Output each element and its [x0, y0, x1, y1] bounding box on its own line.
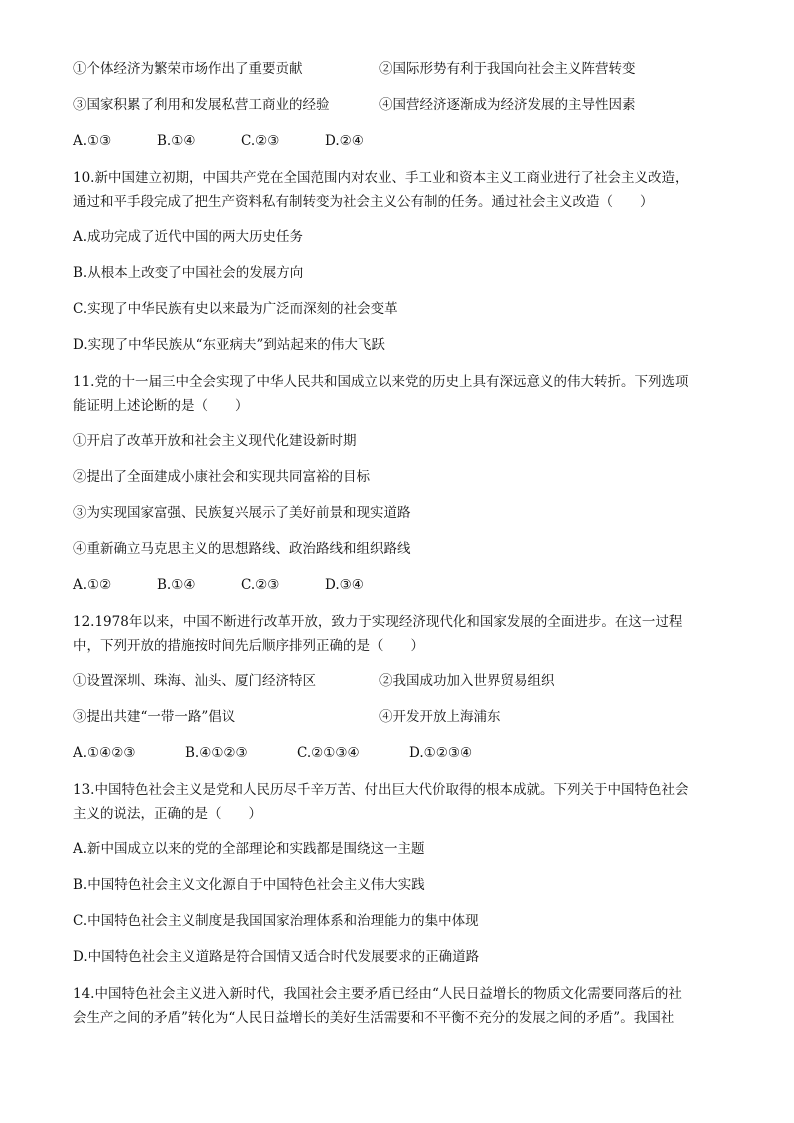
q12-stem-line-1: 12.1978年以来，中国不断进行改革开放，致力于实现经济现代化和国家发展的全面进步。在这一过程 [73, 614, 683, 630]
q13-option-d: D.中国特色社会主义道路是符合国情又适合时代发展要求的正确道路 [73, 949, 480, 965]
q12-stem-line-2: 中，下列开放的措施按时间先后顺序排列正确的是（ ） [73, 638, 424, 654]
q11-item-4: ④重新确立马克思主义的思想路线、政治路线和组织路线 [73, 541, 411, 557]
q9-items-row-1 [73, 58, 723, 80]
exam-page [73, 58, 723, 1042]
q10-stem [73, 166, 723, 214]
q12-option-a: A.①④②③ [73, 745, 136, 761]
q11-option-c: C.②③ [241, 577, 280, 593]
q13-stem-line-1: 13.中国特色社会主义是党和人民历尽千辛万苦、付出巨大代价取得的根本成就。下列关于中国特色社会 [73, 782, 689, 798]
q12-options [73, 742, 723, 764]
q12-items-row-1 [73, 670, 723, 692]
q13-stem [73, 778, 723, 826]
q10-option-b: B.从根本上改变了中国社会的发展方向 [73, 265, 304, 281]
q9-item-2: ②国际形势有利于我国向社会主义阵营转变 [379, 61, 636, 77]
q14-stem [73, 982, 723, 1030]
q12-option-b: B.④①②③ [185, 745, 248, 761]
q13-option-c: C.中国特色社会主义制度是我国国家治理体系和治理能力的集中体现 [73, 913, 479, 929]
q10-option-d: D.实现了中华民族从“东亚病夫”到站起来的伟大飞跃 [73, 337, 385, 353]
q9-item-1: ①个体经济为繁荣市场作出了重要贡献 [73, 61, 303, 77]
q9-option-a: A.①③ [73, 133, 112, 149]
q11-option-d: D.③④ [325, 577, 364, 593]
q13-option-b: B.中国特色社会主义文化源自于中国特色社会主义伟大实践 [73, 877, 425, 893]
q11-item-2: ②提出了全面建成小康社会和实现共同富裕的目标 [73, 469, 370, 485]
q12-item-1: ①设置深圳、珠海、汕头、厦门经济特区 [73, 673, 316, 689]
q9-option-d: D.②④ [325, 133, 364, 149]
q11-stem [73, 370, 723, 418]
q12-stem [73, 610, 723, 658]
q14-stem-line-2: 会生产之间的矛盾”转化为“人民日益增长的美好生活需要和不平衡不充分的发展之间的矛盾”。我国社 [73, 1010, 675, 1026]
q9-items-row-2 [73, 94, 723, 116]
q10-option-c: C.实现了中华民族有史以来最为广泛而深刻的社会变革 [73, 301, 398, 317]
q10-stem-line-2: 通过和平手段完成了把生产资料私有制转变为社会主义公有制的任务。通过社会主义改造（ ） [73, 194, 654, 210]
q9-item-3: ③国家积累了利用和发展私营工商业的经验 [73, 97, 330, 113]
q12-item-3: ③提出共建“一带一路”倡议 [73, 709, 236, 725]
q11-item-1: ①开启了改革开放和社会主义现代化建设新时期 [73, 433, 357, 449]
q9-option-b: B.①④ [157, 133, 196, 149]
q10-stem-line-1: 10.新中国建立初期，中国共产党在全国范围内对农业、手工业和资本主义工商业进行了社会主义改造， [73, 170, 689, 186]
q12-items-row-2 [73, 706, 723, 728]
q11-stem-line-2: 能证明上述论断的是（ ） [73, 398, 249, 414]
q10-option-a: A.成功完成了近代中国的两大历史任务 [73, 229, 304, 245]
q9-item-4: ④国营经济逐渐成为经济发展的主导性因素 [379, 97, 636, 113]
q12-option-c: C.②①③④ [297, 745, 360, 761]
q13-stem-line-2: 主义的说法，正确的是（ ） [73, 806, 262, 822]
q11-option-a: A.①② [73, 577, 112, 593]
q13-option-a: A.新中国成立以来的党的全部理论和实践都是围绕这一主题 [73, 841, 425, 857]
q12-item-4: ④开发开放上海浦东 [379, 709, 501, 725]
q12-option-d: D.①②③④ [409, 745, 473, 761]
q11-item-3: ③为实现国家富强、民族复兴展示了美好前景和现实道路 [73, 505, 411, 521]
q11-option-b: B.①④ [157, 577, 196, 593]
q9-options [73, 130, 723, 152]
q12-item-2: ②我国成功加入世界贸易组织 [379, 673, 555, 689]
q9-option-c: C.②③ [241, 133, 280, 149]
q11-options [73, 574, 723, 596]
q14-stem-line-1: 14.中国特色社会主义进入新时代，我国社会主要矛盾已经由“人民日益增长的物质文化需要同落后的社 [73, 986, 682, 1002]
q11-stem-line-1: 11.党的十一届三中全会实现了中华人民共和国成立以来党的历史上具有深远意义的伟大转折。下列选项 [73, 374, 689, 390]
